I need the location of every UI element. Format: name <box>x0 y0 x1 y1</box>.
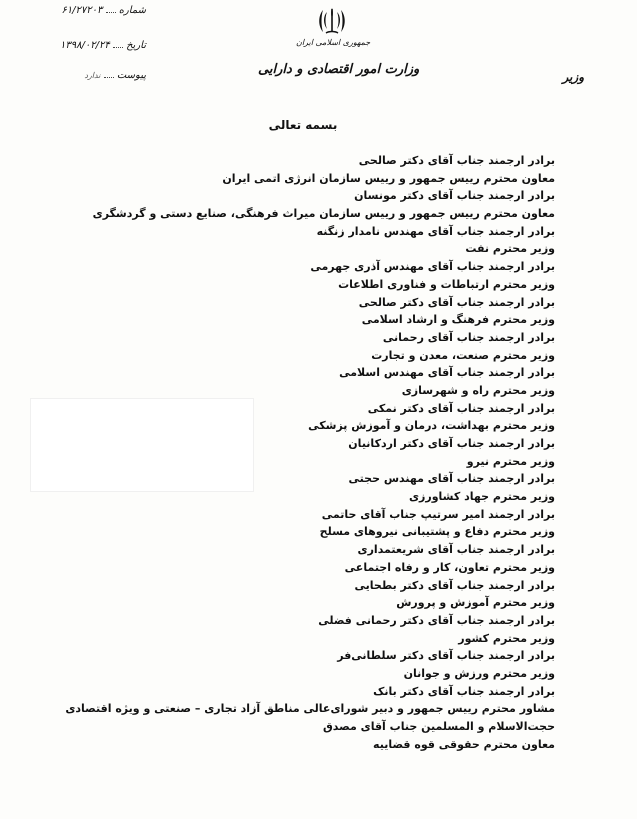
minister-label: وزیر <box>562 70 584 84</box>
recipient-line: برادر ارجمند جناب آقای شریعتمداری <box>357 543 555 557</box>
letter-attachment-label: پیوست <box>116 70 146 81</box>
letter-date-label: تاریخ <box>126 40 146 51</box>
recipient-line: معاون محترم حقوقی قوه قضاییه <box>373 737 555 751</box>
recipient-line: برادر ارجمند جناب آقای دکتر نمکی <box>367 401 555 415</box>
letter-attachment-value: ندارد <box>84 71 101 80</box>
recipient-line: برادر ارجمند جناب آقای دکتر اردکانیان <box>348 437 555 450</box>
recipient-line: برادر ارجمند جناب آقای رحمانی <box>382 330 555 344</box>
letter-attachment <box>26 70 146 88</box>
recipient-line: برادر ارجمند جناب آقای دکتر رحمانی فضلی <box>318 613 555 627</box>
recipient-line: وزیر محترم آموزش و پرورش <box>396 596 555 610</box>
recipient-line: برادر ارجمند جناب آقای دکتر مونسان <box>354 189 555 203</box>
recipient-line: وزیر محترم دفاع و پشتیبانی نیروهای مسلح <box>319 525 555 539</box>
letter-number <box>26 5 146 23</box>
recipient-line: وزیر محترم بهداشت، درمان و آموزش پزشکی <box>308 419 555 433</box>
recipient-line: برادر ارجمند جناب آقای مهندس حجتی <box>348 472 555 486</box>
letter-date-dots <box>113 47 123 48</box>
recipient-line: برادر ارجمند جناب آقای مهندس نامدار زنگنه <box>316 224 555 238</box>
ministry-name: وزارت امور اقتصادی و دارایی <box>258 62 420 77</box>
recipient-line: برادر ارجمند جناب آقای مهندس اسلامی <box>339 366 555 380</box>
recipient-line: برادر ارجمند جناب آقای مهندس آذری جهرمی <box>310 260 555 274</box>
redaction-box <box>30 398 254 492</box>
recipient-line: وزیر محترم صنعت، معدن و تجارت <box>371 348 555 362</box>
letter-date <box>26 40 146 58</box>
letter-attachment-dots <box>104 77 114 78</box>
recipient-line: وزیر محترم تعاون، کار و رفاه اجتماعی <box>344 560 555 574</box>
recipient-line: برادر ارجمند جناب آقای دکتر بانک <box>373 684 555 698</box>
recipient-line: معاون محترم رییس جمهور و رییس سازمان انرژی اتمی ایران <box>222 171 555 185</box>
recipient-line: برادر ارجمند جناب آقای دکتر صالحی <box>358 295 555 309</box>
recipient-line: معاون محترم رییس جمهور و رییس سازمان میراث فرهنگی، صنایع دستی و گردشگری <box>92 207 555 221</box>
letter-number-value: ۶۱/۲۷۲۰۳ <box>61 5 103 16</box>
iran-emblem-icon <box>318 6 346 36</box>
letter-number-label: شماره <box>118 5 146 16</box>
recipient-line: وزیر محترم راه و شهرسازی <box>401 383 555 397</box>
recipient-line: وزیر محترم ارتباطات و فناوری اطلاعات <box>338 277 555 291</box>
letter-number-dots <box>106 12 116 13</box>
recipient-line: وزیر محترم جهاد کشاورزی <box>408 490 555 504</box>
recipient-line: وزیر محترم کشور <box>458 631 555 645</box>
republic-name: جمهوری اسلامی ایران <box>296 38 371 47</box>
recipient-line: وزیر محترم فرهنگ و ارشاد اسلامی <box>361 313 555 327</box>
recipient-line: وزیر محترم نیرو <box>466 454 555 468</box>
recipient-line: حجت‌الاسلام و المسلمین جناب آقای مصدق <box>322 720 555 733</box>
letter-date-value: ۱۳۹۸/۰۲/۲۴ <box>60 40 110 51</box>
recipient-line: مشاور محترم رییس جمهور و دبیر شورای‌عالی مناطق آزاد تجاری – صنعتی و ویژه اقتصادی <box>65 702 555 716</box>
recipient-line: وزیر محترم ورزش و جوانان <box>403 666 555 680</box>
recipient-line: برادر ارجمند امیر سرتیپ جناب آقای حاتمی <box>321 507 555 521</box>
recipient-line: وزیر محترم نفت <box>465 242 555 256</box>
recipient-line: برادر ارجمند جناب آقای دکتر سلطانی‌فر <box>337 649 555 663</box>
salutation: بسمه تعالی <box>268 118 338 132</box>
recipient-line: برادر ارجمند جناب آقای دکتر صالحی <box>358 154 555 167</box>
recipient-line: برادر ارجمند جناب آقای دکتر بطحایی <box>354 578 555 592</box>
